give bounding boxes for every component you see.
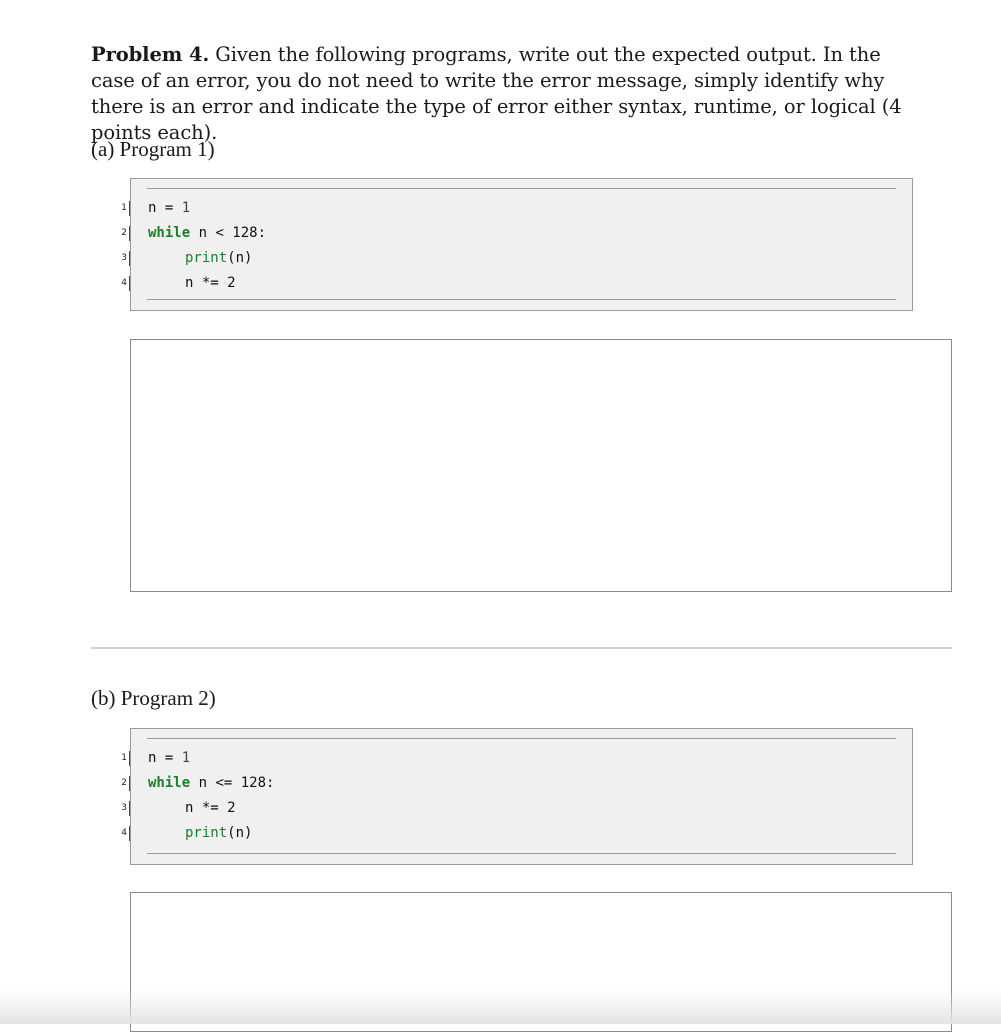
line-number: 2 — [121, 778, 127, 788]
code-text: n *= 2 — [185, 800, 236, 816]
code-listing-program-1 — [121, 178, 913, 311]
code-line — [121, 273, 912, 298]
code-text: n = 1 — [148, 200, 191, 216]
line-separator — [129, 776, 130, 791]
line-separator — [129, 201, 130, 216]
problem-label: Problem 4. — [91, 43, 210, 66]
code-line — [121, 748, 912, 773]
line-separator — [129, 826, 130, 841]
line-separator — [129, 276, 130, 291]
line-number: 2 — [121, 228, 127, 238]
code-text: while n < 128: — [148, 225, 267, 241]
line-separator — [129, 226, 130, 241]
code-text: print(n) — [185, 825, 253, 841]
line-number: 1 — [121, 753, 127, 763]
answer-box-program-1[interactable] — [130, 339, 952, 592]
code-text: print(n) — [185, 250, 253, 266]
code-line — [121, 198, 912, 223]
code-line — [121, 773, 912, 798]
code-line — [121, 223, 912, 248]
code-bottom-rule — [147, 853, 896, 854]
line-number: 3 — [121, 803, 127, 813]
code-text: n = 1 — [148, 750, 191, 766]
code-line — [121, 823, 912, 848]
code-top-rule — [147, 188, 896, 189]
problem-statement — [91, 42, 921, 146]
section-divider — [91, 647, 952, 649]
code-text: n *= 2 — [185, 275, 236, 291]
line-separator — [129, 801, 130, 816]
problem-text: Given the following programs, write out the expected output. In the case of an error, you do not need to write the error message, simply identify why there is an error and indicate the type of error either syntax, runtime, or logical (4 points each). — [91, 43, 902, 144]
line-number: 4 — [121, 278, 127, 288]
line-number: 1 — [121, 203, 127, 213]
part-b-label: (b) Program 2) — [91, 686, 216, 710]
part-a-label: (a) Program 1) — [91, 137, 215, 161]
code-line — [121, 248, 912, 273]
code-top-rule — [147, 738, 896, 739]
line-number: 3 — [121, 253, 127, 263]
line-separator — [129, 251, 130, 266]
page-bottom-shadow — [0, 990, 1001, 1024]
line-separator — [129, 751, 130, 766]
code-listing-program-2 — [121, 728, 913, 865]
code-bottom-rule — [147, 299, 896, 300]
line-number: 4 — [121, 828, 127, 838]
code-line — [121, 798, 912, 823]
code-text: while n <= 128: — [148, 775, 275, 791]
